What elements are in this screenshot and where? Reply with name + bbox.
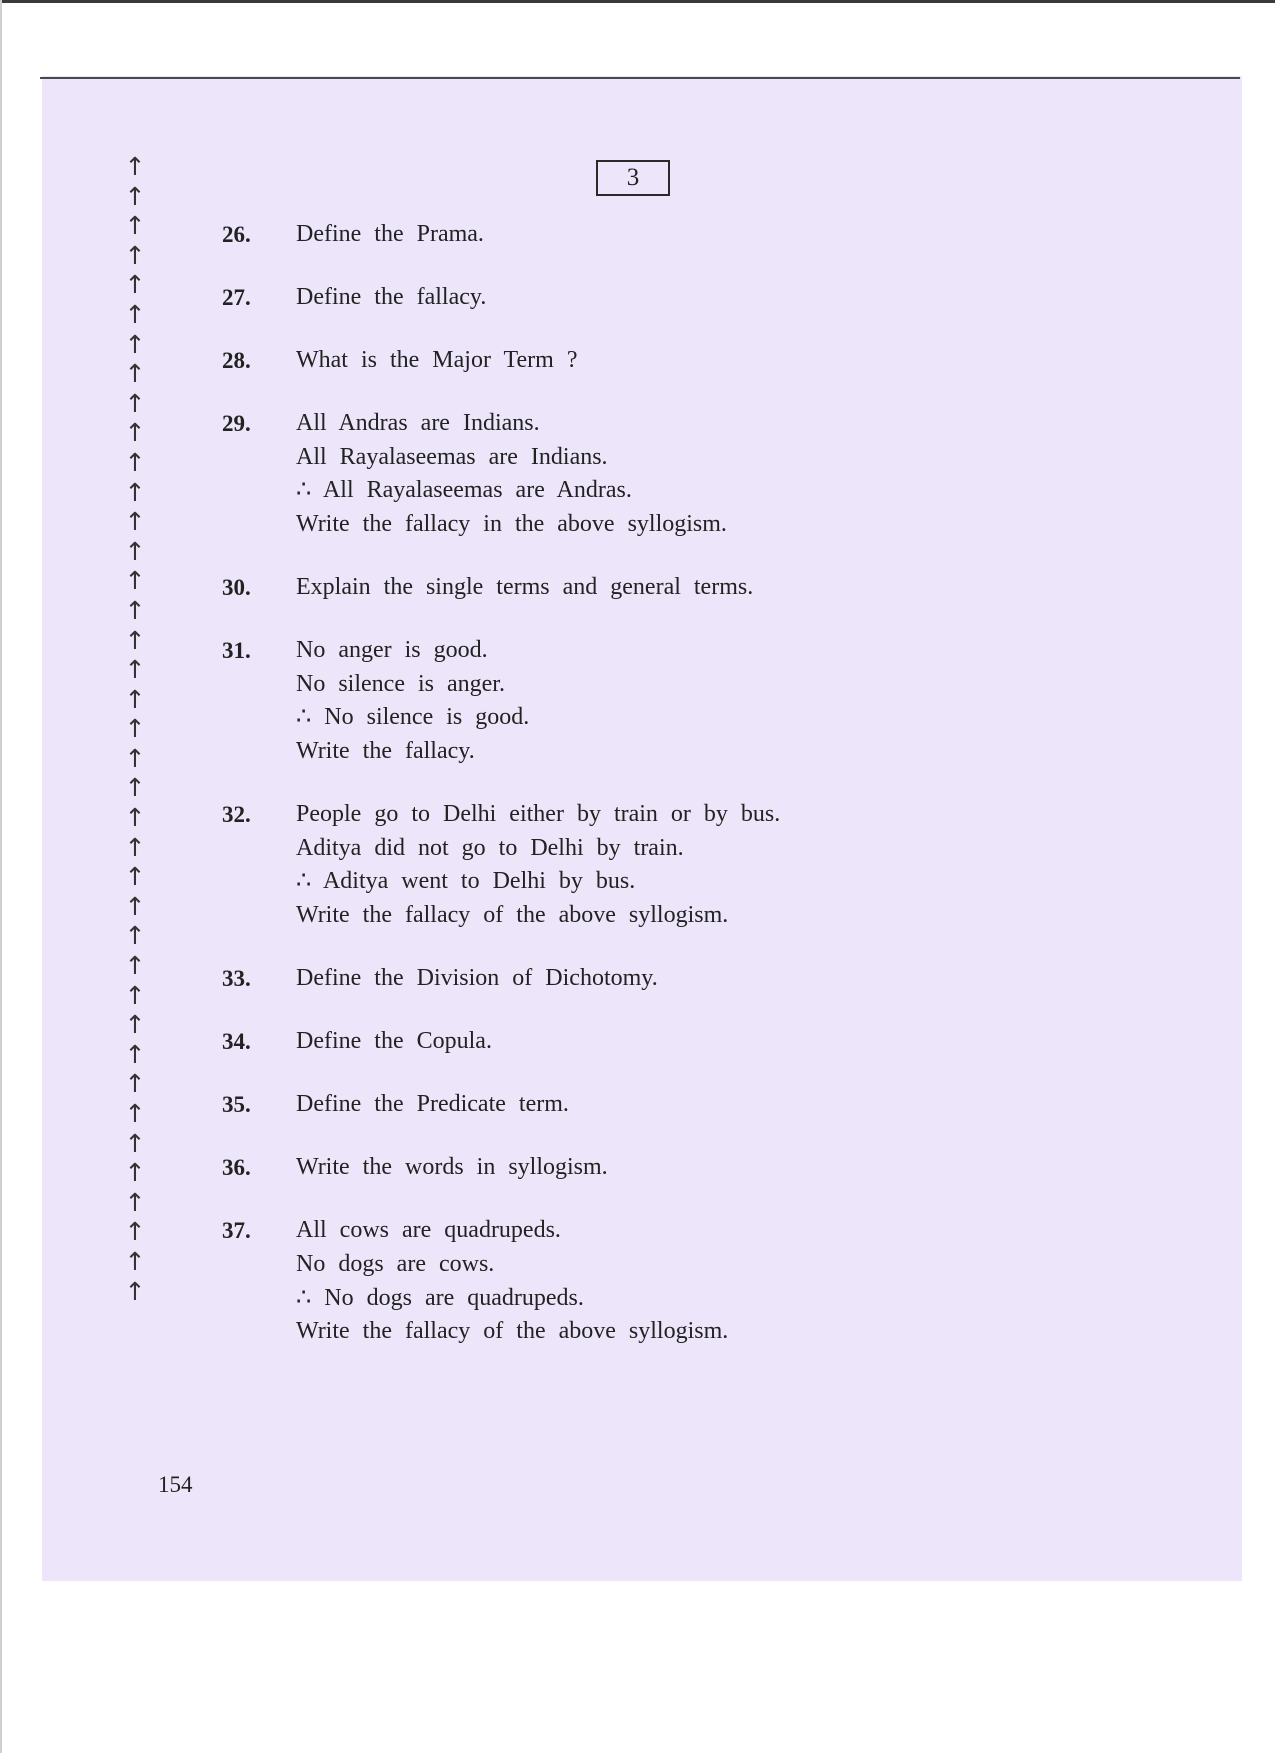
scan-left-edge [0,0,2,1753]
up-arrow-icon: ↑ [124,1069,146,1099]
question-line: Write the words in syllogism. [296,1154,608,1181]
up-arrow-icon: ↑ [124,181,146,211]
question-number: 36. [222,1155,251,1181]
question-number: 34. [222,1029,251,1055]
up-arrow-icon: ↑ [124,625,146,655]
up-arrow-icon: ↑ [124,743,146,773]
question-line: Aditya did not go to Delhi by train. [296,834,684,861]
margin-arrow-column [120,152,150,1306]
up-arrow-icon: ↑ [124,1187,146,1217]
up-arrow-icon: ↑ [124,684,146,714]
up-arrow-icon: ↑ [124,773,146,803]
question-line: What is the Major Term ? [296,347,578,374]
scan-top-edge [0,0,1275,3]
up-arrow-icon: ↑ [124,1099,146,1128]
up-arrow-icon: ↑ [124,507,146,537]
question-line: No dogs are cows. [296,1250,495,1277]
question-line: ∴ Aditya went to Delhi by bus. [296,868,636,895]
question-line: ∴ No dogs are quadrupeds. [296,1284,584,1311]
question-item [222,1151,982,1185]
question-line: ∴ No silence is good. [296,704,530,731]
question-text [296,1214,982,1348]
question-line: Define the fallacy. [296,284,487,311]
question-number: 29. [222,411,251,437]
question-line: ∴ All Rayalaseemas are Andras. [296,477,632,504]
question-text [296,407,982,541]
up-arrow-icon: ↑ [124,299,146,329]
page-number: 154 [158,1472,193,1497]
question-line: All Andras are Indians. [296,410,540,437]
question-number: 37. [222,1218,251,1244]
up-arrow-icon: ↑ [124,388,146,418]
question-line: Define the Prama. [296,221,484,247]
up-arrow-icon: ↑ [124,832,146,862]
question-number: 30. [222,575,251,601]
up-arrow-icon: ↑ [124,477,146,507]
up-arrow-icon: ↑ [124,152,146,181]
up-arrow-icon: ↑ [124,240,146,270]
question-number: 32. [222,802,251,828]
up-arrow-icon: ↑ [124,1158,146,1188]
question-line: Write the fallacy. [296,738,475,765]
question-line: No silence is anger. [296,670,505,697]
up-arrow-icon: ↑ [124,1217,146,1247]
question-line: All Rayalaseemas are Indians. [296,443,608,470]
up-arrow-icon: ↑ [124,536,146,566]
up-arrow-icon: ↑ [124,211,146,241]
up-arrow-icon: ↑ [124,329,146,359]
question-line: People go to Delhi either by train or by bus. [296,801,781,828]
up-arrow-icon: ↑ [124,447,146,477]
question-item [222,281,982,315]
up-arrow-icon: ↑ [124,951,146,981]
up-arrow-icon: ↑ [124,980,146,1010]
question-line: Define the Copula. [296,1028,492,1055]
question-number: 26. [222,222,251,247]
up-arrow-icon: ↑ [124,1246,146,1276]
question-line: Write the fallacy in the above syllogism. [296,511,727,538]
question-item [222,798,982,932]
question-text [296,1151,982,1185]
question-text [296,571,982,605]
up-arrow-icon: ↑ [124,803,146,833]
question-text [296,218,982,252]
up-arrow-icon: ↑ [124,595,146,625]
up-arrow-icon: ↑ [124,714,146,744]
question-text [296,344,982,378]
question-item [222,218,982,252]
question-line: Write the fallacy of the above syllogism. [296,1318,729,1345]
question-text [296,634,982,768]
up-arrow-icon: ↑ [124,1128,146,1158]
question-line: Define the Predicate term. [296,1091,569,1118]
up-arrow-icon: ↑ [124,359,146,389]
question-text [296,1088,982,1122]
up-arrow-icon: ↑ [124,1010,146,1040]
question-number: 31. [222,638,251,664]
question-item [222,407,982,541]
up-arrow-icon: ↑ [124,1039,146,1069]
question-line: Explain the single terms and general terms. [296,574,754,601]
page-box: 3 [596,160,670,196]
up-arrow-icon: ↑ [124,921,146,951]
question-line: Define the Division of Dichotomy. [296,965,658,991]
question-number: 33. [222,966,251,991]
question-item [222,1025,982,1059]
question-item [222,962,982,996]
question-text [296,281,982,315]
question-line: All cows are quadrupeds. [296,1217,561,1244]
question-list [222,218,982,1378]
question-number: 35. [222,1092,251,1118]
question-item [222,571,982,605]
up-arrow-icon: ↑ [124,862,146,892]
question-number: 27. [222,285,251,311]
question-line: No anger is good. [296,637,488,664]
question-text [296,798,982,932]
question-item [222,634,982,768]
up-arrow-icon: ↑ [124,270,146,300]
up-arrow-icon: ↑ [124,891,146,921]
question-item [222,344,982,378]
up-arrow-icon: ↑ [124,1276,146,1306]
top-rule [40,77,1240,79]
question-item [222,1088,982,1122]
question-line: Write the fallacy of the above syllogism. [296,901,729,928]
up-arrow-icon: ↑ [124,566,146,596]
question-text [296,962,982,996]
up-arrow-icon: ↑ [124,655,146,685]
question-item [222,1214,982,1348]
question-number: 28. [222,348,251,374]
question-text [296,1025,982,1059]
up-arrow-icon: ↑ [124,418,146,448]
